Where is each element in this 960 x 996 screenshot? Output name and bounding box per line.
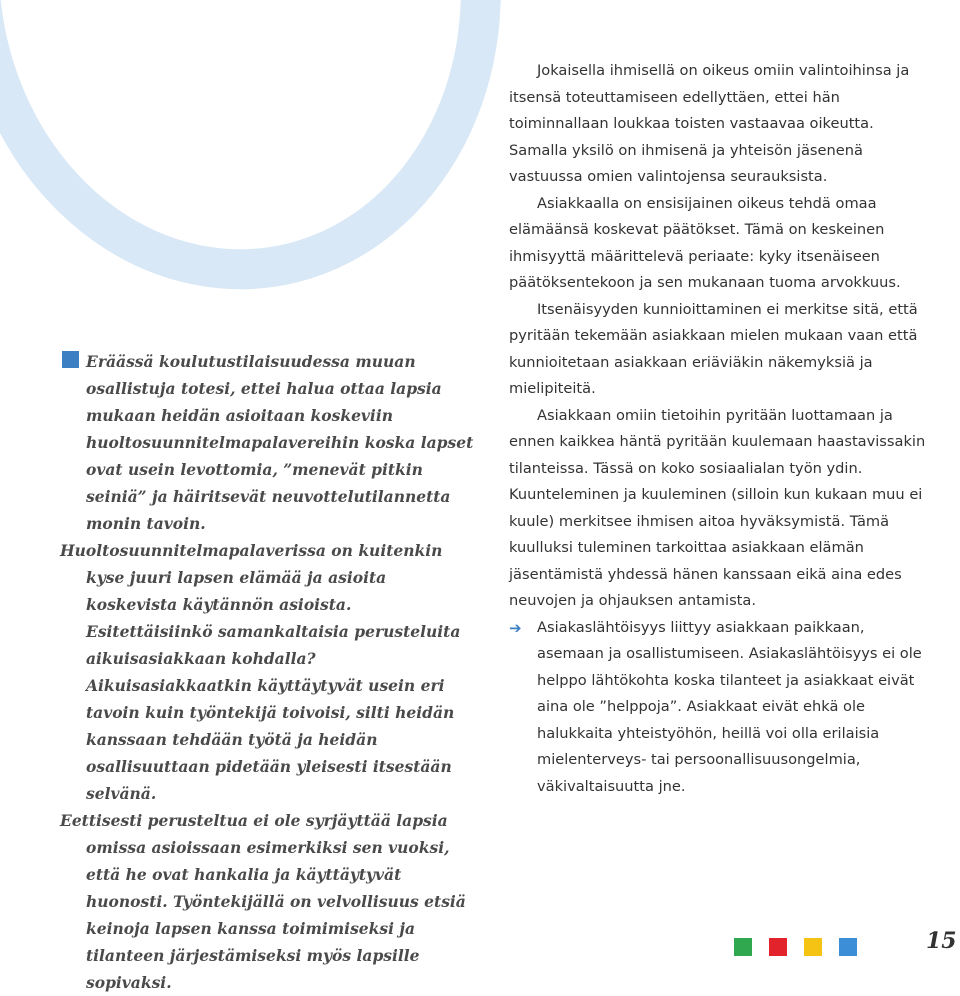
yellow-square: [804, 938, 822, 956]
page-number: 15: [926, 928, 957, 954]
right-paragraph-4: Asiakkaan omiin tietoihin pyritään luottamaan ja ennen kaikkea häntä pyritään kuulemaan haastavissakin tilanteissa. Tässä on koko sosiaalialan työn ydin. Kuunteleminen ja kuuleminen (silloin kun kukaan muu ei kuule) merkitsee ihmisen aitoa hyväksymistä. Tämä kuulluksi tuleminen tarkoittaa asiakkaan elämän jäsentämistä yhdessä hänen kanssaan eikä aina edes neuvojen ja ohjauksen antamista.: [509, 406, 926, 609]
left-paragraph-1: Eräässä koulutustilaisuudessa muuan osallistuja totesi, ettei halua ottaa lapsia mukaan heidän asioitaan koskeviin huoltosuunnitelmapalavereihin koska lapset ovat usein levottomia, ”menevät pitkin seiniä” ja häiritsevät neuvottelutilannetta monin tavoin.: [86, 352, 474, 533]
arrow-list-item: [509, 615, 929, 801]
right-column: [509, 58, 929, 800]
left-paragraph-2: Huoltosuunnitelmapalaverissa on kuitenkin kyse juuri lapsen elämää ja asioita koskevista käytännön asioista. Esitettäisiinkö samankaltaisia perusteluita aikuisasiakkaan kohdalla? Aikuisasiakkaatkin käyttäytyvät usein eri tavoin kuin työntekijä toivoisi, silti heidän kanssaan tehdään työtä ja heidän osallisuuttaan pidetään yleisesti itsestään selvänä.: [60, 541, 461, 803]
right-paragraph-3: Itsenäisyyden kunnioittaminen ei merkitse sitä, että pyritään tekemään asiakkaan mielen mukaan vaan että kunnioitetaan asiakkaan eriäviäkin näkemyksiä ja mielipiteitä.: [509, 300, 918, 397]
green-square: [734, 938, 752, 956]
arrow-item-text: Asiakaslähtöisyys liittyy asiakkaan paikkaan, asemaan ja osallistumiseen. Asiakaslähtöisyys ei ole helppo lähtökohta koska tilanteet ja asiakkaat eivät aina ole ”helppoja”. Asiakkaat eivät ehkä ole halukkaita yhteistyöhön, heillä voi olla erilaisia mielenterveys- tai persoonallisuusongelmia, väkivaltaisuutta jne.: [537, 618, 922, 795]
left-column: [60, 348, 480, 996]
decorative-arc: [0, 0, 541, 325]
left-paragraph-3: Eettisesti perusteltua ei ole syrjäyttää lapsia omissa asioissaan esimerkiksi sen vuoksi, että he ovat hankalia ja käyttäytyvät huonosti. Työntekijällä on velvollisuus etsiä keinoja lapsen kanssa toimimiseksi ja tilanteen järjestämiseksi myös lapsille sopivaksi.: [60, 811, 466, 992]
right-paragraph-1: Jokaisella ihmisellä on oikeus omiin valintoihinsa ja itsensä toteuttamiseen edellyttäen, ettei hän toiminnallaan loukkaa toisten vastaavaa oikeutta. Samalla yksilö on ihmisenä ja yhteisön jäsenenä vastuussa omien valintojensa seurauksista.: [509, 62, 910, 185]
blue-square: [839, 938, 857, 956]
right-paragraph-2: Asiakkaalla on ensisijainen oikeus tehdä omaa elämäänsä koskevat päätökset. Tämä on keskeinen ihmisyyttä määrittelevä periaate: kyky itsenäiseen päätöksentekoon ja sen mukanaan tuoma arvokkuus.: [509, 194, 901, 291]
arrow-icon: ➔: [509, 618, 522, 637]
red-square: [769, 938, 787, 956]
